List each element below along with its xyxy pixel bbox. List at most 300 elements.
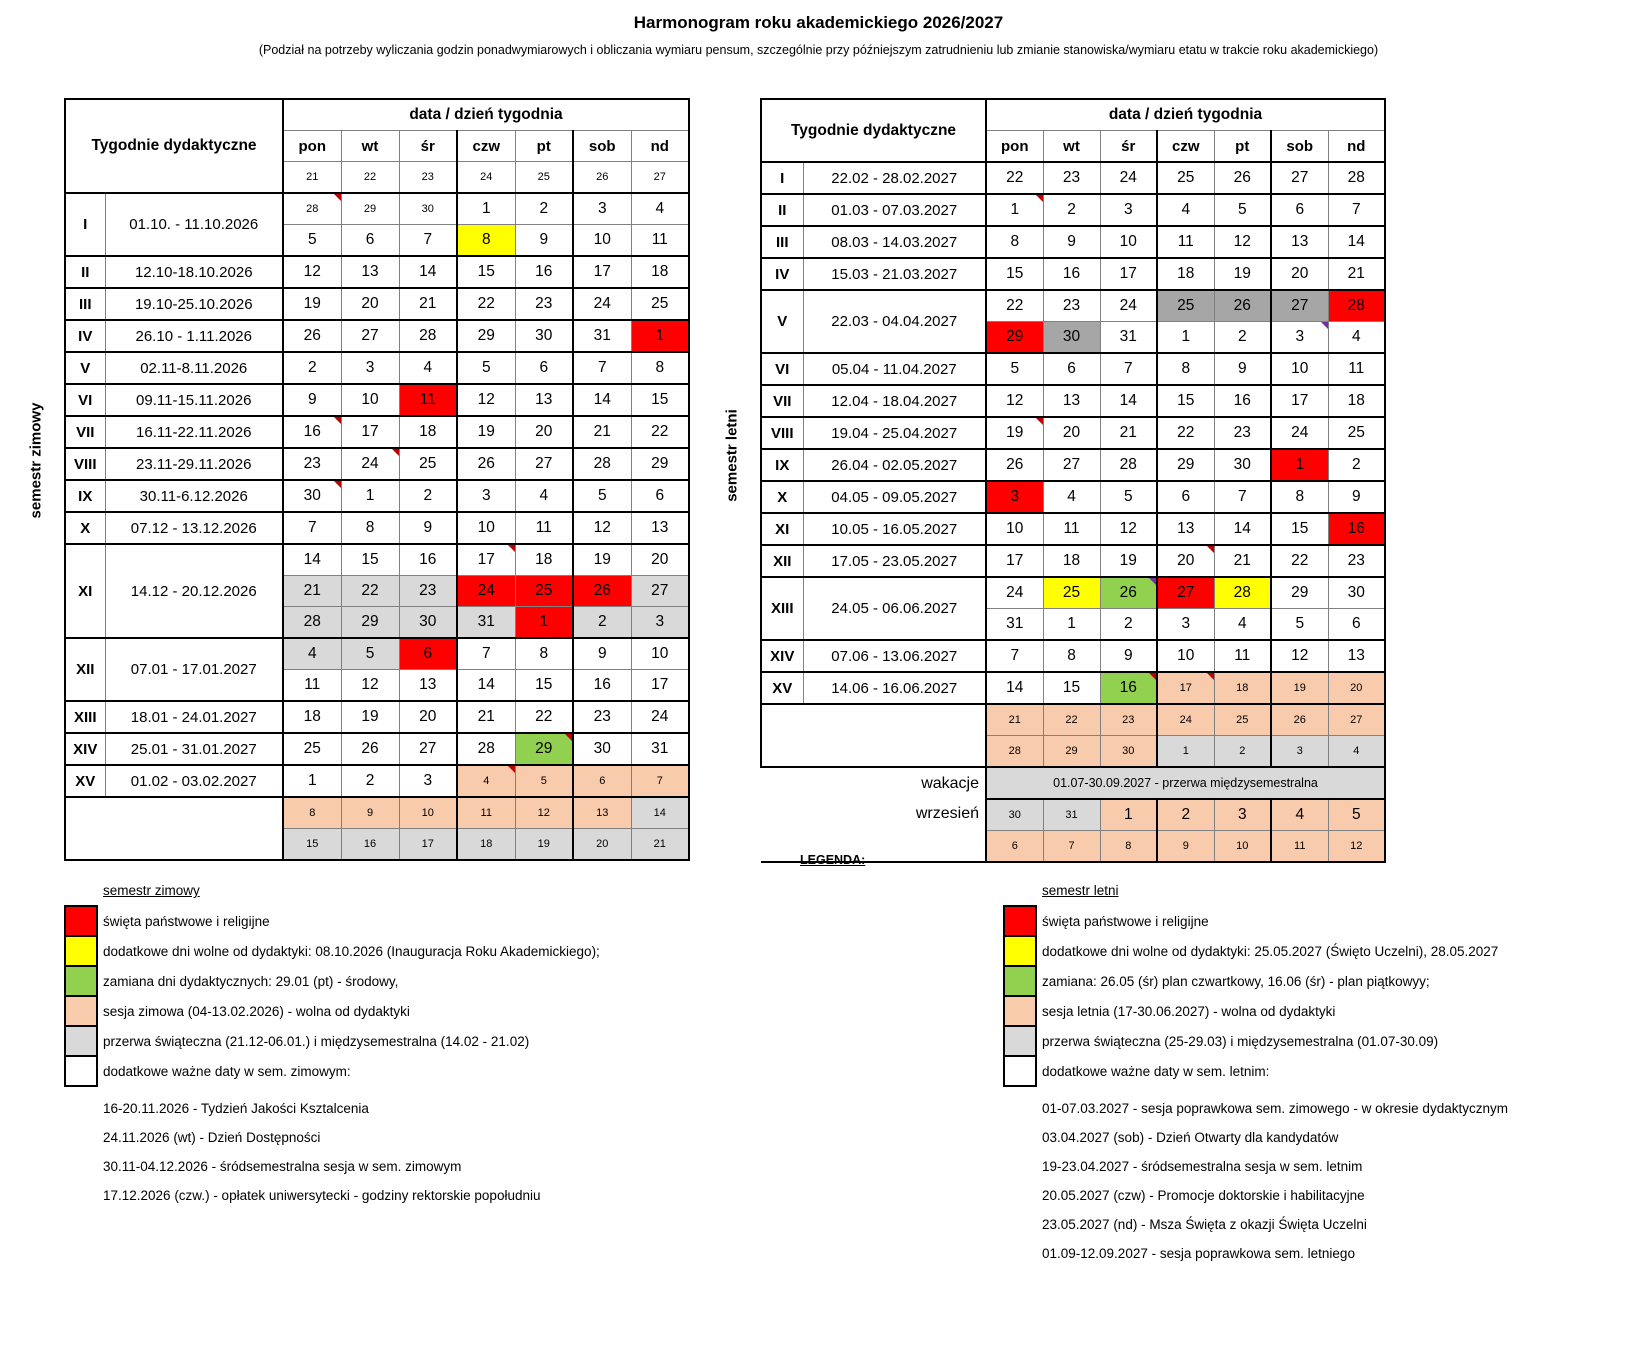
day-cell: 11 — [515, 512, 573, 544]
day-cell: 10 — [341, 384, 399, 416]
day-cell: 1 — [986, 194, 1043, 226]
day-cell: 6 — [1157, 481, 1214, 513]
day-cell: 11 — [399, 384, 457, 416]
legend-item — [64, 1055, 600, 1087]
week-row — [761, 417, 1385, 449]
day-cell: 11 — [631, 225, 689, 257]
day-cell: 3 — [1157, 609, 1214, 641]
day-cell: 13 — [341, 256, 399, 288]
day-cell: 22 — [515, 701, 573, 733]
day-cell: 29 — [986, 322, 1043, 354]
day-cell: 13 — [1157, 513, 1214, 545]
day-cell: 8 — [1271, 481, 1328, 513]
day-cell: 16 — [573, 670, 631, 702]
day-cell: 12 — [515, 797, 573, 829]
day-cell: 6 — [573, 765, 631, 797]
september-label: wrzesień — [761, 799, 986, 862]
day-cell: 9 — [283, 384, 341, 416]
day-cell: 5 — [986, 353, 1043, 385]
week-date-range: 23.11-29.11.2026 — [105, 448, 283, 480]
day-cell: 12 — [341, 670, 399, 702]
week-number: V — [65, 352, 105, 384]
day-cell: 24 — [341, 448, 399, 480]
day-cell: 25 — [1157, 162, 1214, 194]
legend-swatch-yellow — [1003, 935, 1037, 967]
legend-note: 20.05.2027 (czw) - Promocje doktorskie i habilitacyjne — [1042, 1188, 1365, 1203]
day-cell: 15 — [1157, 385, 1214, 417]
day-cell: 25 — [631, 288, 689, 320]
day-cell: 4 — [399, 352, 457, 384]
week-row — [761, 449, 1385, 481]
legend-item-text: dodatkowe ważne daty w sem. letnim: — [1042, 1063, 1270, 1079]
day-cell: 25 — [1157, 290, 1214, 322]
day-cell: 22 — [1271, 545, 1328, 577]
day-cell: 11 — [1043, 513, 1100, 545]
day-name: śr — [1100, 131, 1157, 163]
day-cell: 6 — [1328, 609, 1385, 641]
week-number: VII — [761, 385, 803, 417]
day-cell: 30 — [986, 799, 1043, 831]
day-cell: 12 — [986, 385, 1043, 417]
day-cell: 19 — [457, 416, 515, 448]
day-cell: 6 — [631, 480, 689, 512]
day-cell: 25 — [1328, 417, 1385, 449]
week-row — [761, 385, 1385, 417]
red-comment-marker — [1036, 418, 1043, 425]
day-cell: 10 — [1214, 831, 1271, 863]
legend-title: semestr letni — [1042, 883, 1119, 898]
week-number: VIII — [761, 417, 803, 449]
day-cell: 2 — [573, 607, 631, 639]
day-cell: 2 — [1328, 449, 1385, 481]
week-row — [761, 545, 1385, 577]
week-date-range: 24.05 - 06.06.2027 — [803, 577, 986, 640]
day-cell: 13 — [1271, 226, 1328, 258]
day-cell: 22 — [1157, 417, 1214, 449]
day-cell: 10 — [399, 797, 457, 829]
day-cell: 24 — [1100, 162, 1157, 194]
day-cell: 2 — [341, 765, 399, 797]
day-cell: 5 — [341, 638, 399, 670]
day-cell: 5 — [1214, 194, 1271, 226]
red-comment-marker — [1207, 546, 1214, 553]
day-cell: 7 — [1214, 481, 1271, 513]
day-cell: 2 — [515, 193, 573, 225]
day-cell: 24 — [573, 288, 631, 320]
day-cell: 29 — [631, 448, 689, 480]
vacation-banner: 01.07-30.09.2027 - przerwa międzysemestralna — [986, 767, 1385, 799]
week-number: XII — [761, 545, 803, 577]
week-row — [761, 799, 1385, 831]
day-cell: 28 — [986, 736, 1043, 768]
day-cell: 16 — [1043, 258, 1100, 290]
day-name: nd — [1328, 131, 1385, 163]
day-cell: 2 — [1043, 194, 1100, 226]
day-cell: 18 — [1214, 672, 1271, 704]
day-cell: 10 — [986, 513, 1043, 545]
day-cell: 9 — [515, 225, 573, 257]
day-cell: 20 — [1271, 258, 1328, 290]
day-cell: 24 — [631, 701, 689, 733]
day-cell: 4 — [1271, 799, 1328, 831]
day-cell: 24 — [1157, 704, 1214, 736]
red-comment-marker — [1036, 195, 1043, 202]
day-cell: 19 — [1100, 545, 1157, 577]
week-date-range: 14.06 - 16.06.2027 — [803, 672, 986, 704]
day-cell: 20 — [341, 288, 399, 320]
week-row — [65, 765, 689, 797]
day-cell: 1 — [1100, 799, 1157, 831]
day-cell: 27 — [515, 448, 573, 480]
week-row — [761, 704, 1385, 736]
day-cell: 3 — [986, 481, 1043, 513]
day-cell: 22 — [986, 162, 1043, 194]
day-cell: 23 — [573, 701, 631, 733]
day-cell: 7 — [457, 638, 515, 670]
day-cell: 14 — [1328, 226, 1385, 258]
day-cell: 5 — [1271, 609, 1328, 641]
week-row — [761, 481, 1385, 513]
day-cell: 1 — [1043, 609, 1100, 641]
day-cell: 18 — [515, 544, 573, 576]
day-cell: 22 — [341, 162, 399, 194]
day-cell: 21 — [986, 704, 1043, 736]
day-cell: 8 — [515, 638, 573, 670]
red-comment-marker — [334, 481, 341, 488]
day-cell: 23 — [1100, 704, 1157, 736]
day-cell: 13 — [1043, 385, 1100, 417]
legend-item — [1003, 1055, 1508, 1087]
day-cell: 24 — [1100, 290, 1157, 322]
day-cell: 10 — [457, 512, 515, 544]
day-cell: 12 — [1100, 513, 1157, 545]
day-cell: 31 — [573, 320, 631, 352]
day-cell: 17 — [573, 256, 631, 288]
day-cell: 8 — [1100, 831, 1157, 863]
day-name: czw — [1157, 131, 1214, 163]
week-number: IV — [761, 258, 803, 290]
day-cell: 7 — [1043, 831, 1100, 863]
day-cell: 20 — [1328, 672, 1385, 704]
day-cell: 6 — [1043, 353, 1100, 385]
day-name: pon — [986, 131, 1043, 163]
day-cell: 2 — [1214, 736, 1271, 768]
day-cell: 14 — [1214, 513, 1271, 545]
day-cell: 26 — [1100, 577, 1157, 609]
week-date-range: 19.04 - 25.04.2027 — [803, 417, 986, 449]
day-cell: 31 — [1043, 799, 1100, 831]
day-cell: 6 — [399, 638, 457, 670]
day-cell: 11 — [283, 670, 341, 702]
day-cell: 8 — [631, 352, 689, 384]
week-row — [761, 353, 1385, 385]
week-number: I — [761, 162, 803, 194]
day-cell: 1 — [631, 320, 689, 352]
week-number: III — [761, 226, 803, 258]
day-cell: 30 — [1100, 736, 1157, 768]
day-cell: 4 — [1328, 322, 1385, 354]
summer-semester-side-label: semestr letni — [723, 409, 741, 502]
day-cell: 6 — [341, 225, 399, 257]
vacation-row — [761, 767, 1385, 799]
day-cell: 16 — [1328, 513, 1385, 545]
day-cell: 1 — [1157, 322, 1214, 354]
day-cell: 13 — [1328, 640, 1385, 672]
day-name: pt — [1214, 131, 1271, 163]
day-name: nd — [631, 131, 689, 162]
day-cell: 26 — [986, 449, 1043, 481]
day-cell: 2 — [399, 480, 457, 512]
day-cell: 3 — [1100, 194, 1157, 226]
week-date-range: 17.05 - 23.05.2027 — [803, 545, 986, 577]
day-cell: 27 — [631, 576, 689, 607]
week-date-range: 26.10 - 1.11.2026 — [105, 320, 283, 352]
legend-item — [64, 965, 600, 997]
legend-note: 03.04.2027 (sob) - Dzień Otwarty dla kandydatów — [1042, 1130, 1339, 1145]
week-number: XI — [65, 544, 105, 638]
legend-item-text: zamiana: 26.05 (śr) plan czwartkowy, 16.06 (śr) - plan piątkowyy; — [1042, 973, 1430, 989]
day-cell: 7 — [1100, 353, 1157, 385]
day-cell: 17 — [631, 670, 689, 702]
day-cell: 10 — [573, 225, 631, 257]
week-row — [65, 256, 689, 288]
day-cell: 15 — [631, 384, 689, 416]
legend-item-text: przerwa świąteczna (25-29.03) i międzysemestralna (01.07-30.09) — [1042, 1033, 1439, 1049]
week-row — [65, 416, 689, 448]
day-cell: 24 — [986, 577, 1043, 609]
day-cell: 14 — [631, 797, 689, 829]
day-cell: 23 — [515, 288, 573, 320]
day-cell: 21 — [1100, 417, 1157, 449]
day-cell: 6 — [1271, 194, 1328, 226]
legend-note: 17.12.2026 (czw.) - opłatek uniwersytecki - godziny rektorskie popołudniu — [103, 1188, 541, 1203]
day-cell: 28 — [1328, 290, 1385, 322]
week-row — [65, 480, 689, 512]
day-cell: 9 — [341, 797, 399, 829]
day-cell: 16 — [1214, 385, 1271, 417]
purple-comment-marker — [1149, 578, 1156, 585]
day-cell: 24 — [1271, 417, 1328, 449]
week-number: IX — [761, 449, 803, 481]
legend-note: 30.11-04.12.2026 - śródsemestralna sesja w sem. zimowym — [103, 1159, 462, 1174]
day-cell: 21 — [457, 701, 515, 733]
day-cell: 1 — [1157, 736, 1214, 768]
day-cell: 13 — [399, 670, 457, 702]
day-cell: 18 — [1328, 385, 1385, 417]
week-number: XI — [761, 513, 803, 545]
legend-item-text: zamiana dni dydaktycznych: 29.01 (pt) - środowy, — [103, 973, 399, 989]
day-cell: 21 — [399, 288, 457, 320]
week-date-range: 18.01 - 24.01.2027 — [105, 701, 283, 733]
red-comment-marker — [508, 766, 515, 773]
week-number: X — [65, 512, 105, 544]
week-date-range: 12.04 - 18.04.2027 — [803, 385, 986, 417]
week-number: VIII — [65, 448, 105, 480]
day-cell: 24 — [457, 162, 515, 194]
red-comment-marker — [334, 194, 341, 201]
day-cell: 4 — [1043, 481, 1100, 513]
day-cell: 30 — [515, 320, 573, 352]
day-cell: 30 — [1043, 322, 1100, 354]
day-cell: 19 — [1271, 672, 1328, 704]
day-cell: 19 — [1214, 258, 1271, 290]
day-cell: 12 — [573, 512, 631, 544]
day-cell: 26 — [1271, 704, 1328, 736]
day-cell: 8 — [341, 512, 399, 544]
summer-calendar-table — [760, 98, 1386, 863]
day-cell: 19 — [341, 701, 399, 733]
legend-swatch-white — [1003, 1055, 1037, 1087]
day-cell: 3 — [631, 607, 689, 639]
day-cell: 27 — [1271, 290, 1328, 322]
day-cell: 15 — [515, 670, 573, 702]
day-cell: 11 — [1157, 226, 1214, 258]
day-cell: 4 — [457, 765, 515, 797]
day-cell: 25 — [515, 162, 573, 194]
day-cell: 22 — [986, 290, 1043, 322]
week-number: X — [761, 481, 803, 513]
day-name: wt — [341, 131, 399, 162]
day-cell: 4 — [1157, 194, 1214, 226]
day-cell: 15 — [986, 258, 1043, 290]
page-title: Harmonogram roku akademickiego 2026/2027 — [633, 13, 1004, 32]
day-cell: 21 — [631, 829, 689, 861]
legend-note: 01.09-12.09.2027 - sesja poprawkowa sem. letniego — [1042, 1246, 1355, 1261]
week-date-range: 01.03 - 07.03.2027 — [803, 194, 986, 226]
day-cell: 18 — [283, 701, 341, 733]
week-date-range: 15.03 - 21.03.2027 — [803, 258, 986, 290]
legend-note: 01-07.03.2027 - sesja poprawkowa sem. zimowego - w okresie dydaktycznym — [1042, 1101, 1508, 1116]
week-number: VII — [65, 416, 105, 448]
week-number: II — [761, 194, 803, 226]
legend-item — [64, 935, 600, 967]
week-row — [65, 288, 689, 320]
day-cell: 29 — [457, 320, 515, 352]
week-date-range: 05.04 - 11.04.2027 — [803, 353, 986, 385]
day-cell: 2 — [283, 352, 341, 384]
day-cell: 23 — [1043, 162, 1100, 194]
day-cell: 4 — [515, 480, 573, 512]
day-cell: 28 — [1328, 162, 1385, 194]
week-row — [761, 226, 1385, 258]
day-cell: 29 — [341, 193, 399, 225]
week-row — [65, 638, 689, 670]
day-cell: 23 — [1214, 417, 1271, 449]
day-cell: 1 — [341, 480, 399, 512]
day-cell: 31 — [986, 609, 1043, 641]
day-name: czw — [457, 131, 515, 162]
week-date-range: 07.01 - 17.01.2027 — [105, 638, 283, 701]
day-cell: 9 — [1157, 831, 1214, 863]
week-date-range: 07.06 - 13.06.2027 — [803, 640, 986, 672]
day-cell: 25 — [1043, 577, 1100, 609]
day-cell: 11 — [1328, 353, 1385, 385]
day-cell: 4 — [631, 193, 689, 225]
week-date-range: 04.05 - 09.05.2027 — [803, 481, 986, 513]
day-cell: 22 — [341, 576, 399, 607]
legend-notes — [103, 1094, 600, 1210]
week-number: II — [65, 256, 105, 288]
day-cell: 29 — [1043, 736, 1100, 768]
day-cell: 3 — [1271, 736, 1328, 768]
day-cell: 21 — [1328, 258, 1385, 290]
day-cell: 6 — [986, 831, 1043, 863]
day-cell: 25 — [399, 448, 457, 480]
day-cell: 23 — [1328, 545, 1385, 577]
day-cell: 13 — [573, 797, 631, 829]
legend-item — [1003, 965, 1508, 997]
day-cell: 21 — [573, 416, 631, 448]
week-date-range: 25.01 - 31.01.2027 — [105, 733, 283, 765]
legend-swatch-green — [1003, 965, 1037, 997]
week-row — [761, 162, 1385, 194]
blank-week-label — [65, 797, 283, 860]
day-cell: 10 — [631, 638, 689, 670]
day-cell: 30 — [573, 733, 631, 765]
week-number: XV — [65, 765, 105, 797]
legend-item-text: dodatkowe dni wolne od dydaktyki: 08.10.2026 (Inauguracja Roku Akademickiego); — [103, 943, 600, 959]
day-cell: 28 — [573, 448, 631, 480]
day-cell: 27 — [1043, 449, 1100, 481]
day-cell: 3 — [399, 765, 457, 797]
day-cell: 23 — [399, 576, 457, 607]
date-weekday-header: data / dzień tygodnia — [283, 99, 689, 131]
week-date-range: 16.11-22.11.2026 — [105, 416, 283, 448]
page-subtitle: (Podział na potrzeby wyliczania godzin ponadwymiarowych i obliczania wymiaru pensum, szczególnie przy późniejszym zatrudnieniu lub zmianie stanowiska/wymiaru etatu w trakcie roku akademickiego) — [258, 43, 1379, 57]
week-row — [65, 512, 689, 544]
day-cell: 7 — [986, 640, 1043, 672]
red-comment-marker — [508, 545, 515, 552]
legend-item-text: dodatkowe dni wolne od dydaktyki: 25.05.2027 (Święto Uczelni), 28.05.2027 — [1042, 943, 1499, 959]
day-cell: 12 — [1328, 831, 1385, 863]
day-cell: 15 — [283, 829, 341, 861]
week-row — [65, 193, 689, 225]
week-date-range: 08.03 - 14.03.2027 — [803, 226, 986, 258]
day-cell: 5 — [457, 352, 515, 384]
legend-item — [1003, 935, 1508, 967]
day-cell: 31 — [1100, 322, 1157, 354]
red-comment-marker — [565, 734, 572, 741]
day-cell: 14 — [457, 670, 515, 702]
day-cell: 3 — [1214, 799, 1271, 831]
week-row — [65, 544, 689, 576]
day-cell: 20 — [1043, 417, 1100, 449]
week-row — [761, 290, 1385, 322]
day-cell: 27 — [1328, 704, 1385, 736]
day-cell: 9 — [1100, 640, 1157, 672]
legend-swatch-green — [64, 965, 98, 997]
week-number: I — [65, 193, 105, 256]
day-cell: 1 — [457, 193, 515, 225]
week-date-range: 07.12 - 13.12.2026 — [105, 512, 283, 544]
day-cell: 7 — [1328, 194, 1385, 226]
day-cell: 19 — [515, 829, 573, 861]
summer-legend — [1003, 883, 1508, 1268]
week-date-range: 26.04 - 02.05.2027 — [803, 449, 986, 481]
day-cell: 26 — [1214, 290, 1271, 322]
day-cell: 16 — [341, 829, 399, 861]
legend-item-text: sesja letnia (17-30.06.2027) - wolna od dydaktyki — [1042, 1003, 1336, 1019]
day-cell: 11 — [1271, 831, 1328, 863]
day-cell: 17 — [399, 829, 457, 861]
day-cell: 12 — [1214, 226, 1271, 258]
day-cell: 26 — [1214, 162, 1271, 194]
header-row — [65, 99, 689, 131]
weeks-column-header: Tygodnie dydaktyczne — [65, 99, 283, 193]
day-cell: 3 — [1271, 322, 1328, 354]
day-cell: 16 — [515, 256, 573, 288]
day-cell: 27 — [399, 733, 457, 765]
